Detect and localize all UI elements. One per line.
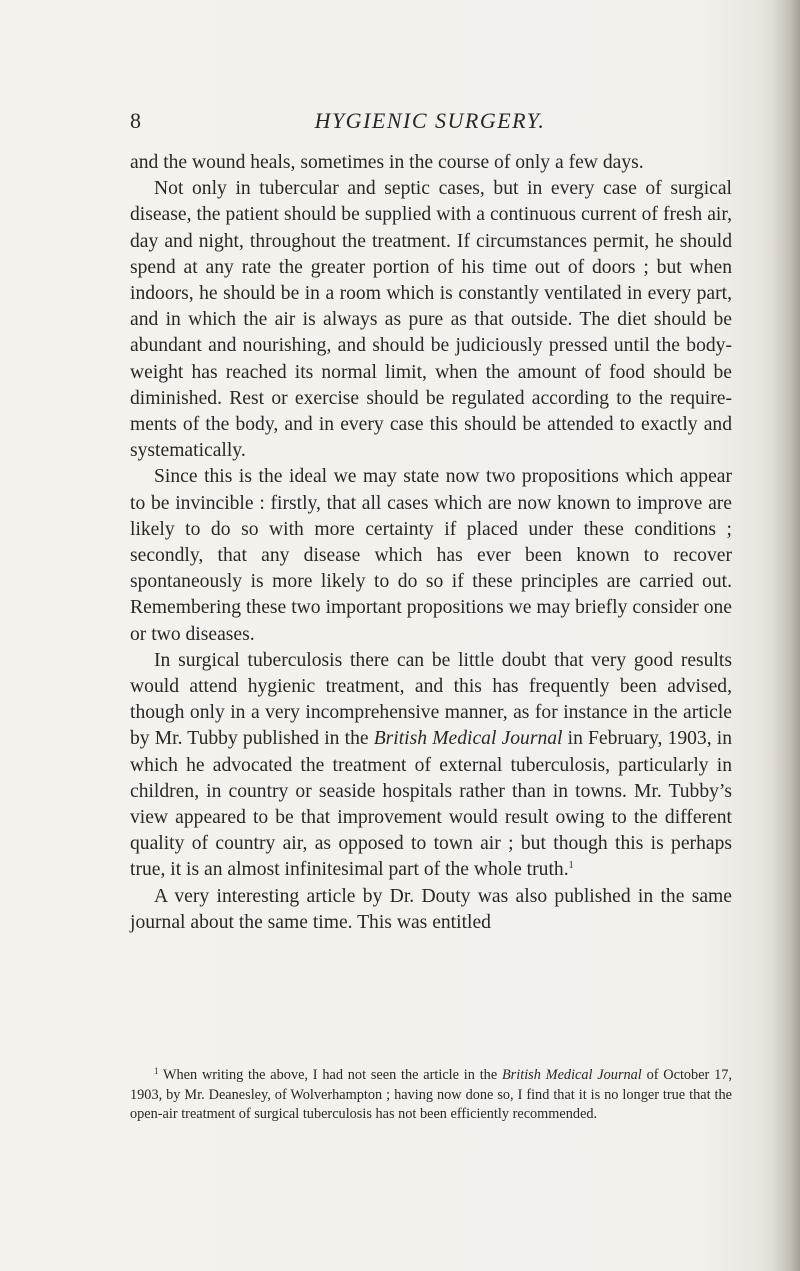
paragraph-4 [130, 648, 732, 884]
page-number: 8 [130, 108, 141, 133]
footnote-1 [130, 1066, 732, 1125]
paragraph-4-text-b: in February, 1903, in which he advocated the treatment of external tuberculosis, particularly in children, in country or seaside hospitals rather than in towns. Mr. Tubby’s view appeared to be that improvement would result owing to the different quality of country air, as opposed to town air ; but though this is perhaps true, it is an almost infinitesimal part of the whole truth. [130, 728, 732, 881]
running-title: HYGIENIC SURGERY. [314, 108, 546, 133]
footnote-reference: 1 [568, 860, 574, 872]
body-text [130, 150, 732, 936]
footnote-journal-title: British Medical Journal [501, 1067, 642, 1083]
footnote-mark: 1 [154, 1066, 159, 1076]
paragraph-3: Since this is the ideal we may state now two propositions which appear to be invincible : firstly, that all cases which are now known to improve are likely to do so with more certainty if placed under these conditions ; secondly, that any disease which has ever been known to recover spontaneously is more likely to do so if these principles are carried out. Remembering these two important propositions we may briefly consider one or two diseases. [130, 466, 732, 645]
footnote-text-a: When writing the above, I had not seen the article in the [158, 1067, 502, 1083]
page-header [130, 106, 730, 136]
paragraph-5: A very interesting article by Dr. Douty was also published in the same journal about the same time. This was entitled [130, 885, 732, 933]
journal-title: British Medical Journal [373, 728, 563, 750]
paragraph-2: Not only in tubercular and septic cases, but in every case of surgical disease, the patient should be supplied with a continuous current of fresh air, day and night, throughout the treatment. If circumstances permit, he should spend at any rate the greater portion of his time out of doors ; but when indoors, he should be in a room which is constantly ventilated in every part, and in which the air is always as pure as that outside. The diet should be abundant and nourishing, and should be judiciously pressed until the body-weight has reached its normal limit, when the amount of food should be diminished. Rest or exercise should be regulated according to the require- ments of the body, and in every case this should be attended to exactly and systematically. [130, 178, 732, 462]
page-edge-shadow [772, 0, 800, 1271]
footnote-text-b: of October 17, 1903, by Mr. Deanesley, of Wolverhampton ; having now done so, I find that it is no longer true that the open-air treatment of surgical tuberculosis has not been efficiently recommended. [130, 1067, 732, 1123]
footnotes [130, 1066, 732, 1125]
paragraph-4-text-a: In surgical tuberculosis there can be little doubt that very good results would attend hygienic treatment, and this has frequently been advised, though only in a very incomprehensive manner, as for instance in the article by Mr. Tubby published in the [130, 649, 732, 750]
paragraph-1: and the wound heals, sometimes in the course of only a few days. [130, 152, 644, 173]
